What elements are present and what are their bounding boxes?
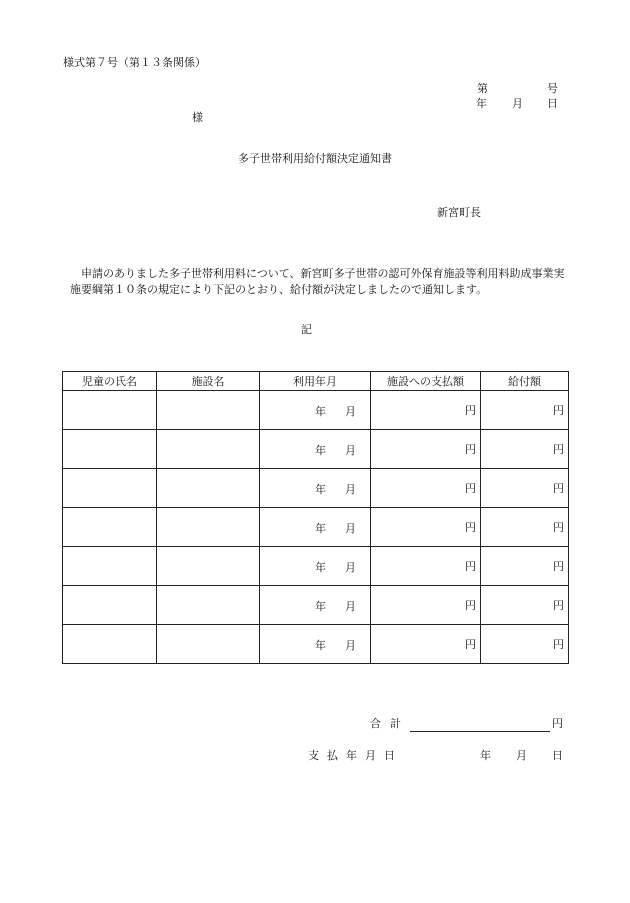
form-number: 様式第７号（第１３条関係） (63, 56, 206, 69)
table-row (63, 391, 569, 430)
benefit-amount-cell (481, 469, 569, 508)
month-unit: 月 (345, 444, 356, 457)
benefit-yen-unit: 円 (553, 638, 564, 651)
recipient-suffix: 様 (192, 111, 203, 124)
payment-yen-unit: 円 (465, 599, 476, 612)
issuer-name: 新宮町長 (437, 206, 481, 219)
facility-name-cell (157, 508, 260, 547)
document-number-label: 第 (477, 82, 488, 95)
benefit-yen-unit: 円 (553, 443, 564, 456)
table-header-row (63, 372, 569, 391)
facility-name-cell (157, 391, 260, 430)
benefit-amount-cell (481, 547, 569, 586)
payment-yen-unit: 円 (465, 482, 476, 495)
month-unit: 月 (345, 483, 356, 496)
payment-day: 日 (552, 749, 563, 762)
year-unit: 年 (315, 561, 326, 574)
issue-date (470, 97, 560, 111)
payment-date-label: 支払年月日 (308, 749, 403, 762)
document-title: 多子世帯利用給付額決定通知書 (238, 152, 392, 165)
month-unit: 月 (345, 600, 356, 613)
issue-date-year: 年 (476, 97, 487, 110)
facility-payment-cell (371, 469, 481, 508)
table-row (63, 547, 569, 586)
year-unit: 年 (315, 639, 326, 652)
table-row (63, 586, 569, 625)
benefit-yen-unit: 円 (553, 482, 564, 495)
year-unit: 年 (315, 405, 326, 418)
header-child-name: 児童の氏名 (63, 372, 157, 391)
body-text: 申請のありました多子世帯利用料について、新宮町多子世帯の認可外保育施設等利用料助成事業実施要綱第１０条の規定により下記のとおり、給付額が決定しましたので通知します。 (70, 267, 565, 296)
usage-month-cell (260, 547, 371, 586)
table-row (63, 625, 569, 664)
benefit-amount-cell (481, 586, 569, 625)
total-amount-line (410, 731, 550, 732)
facility-name-cell (157, 469, 260, 508)
usage-month-cell (260, 430, 371, 469)
payment-yen-unit: 円 (465, 521, 476, 534)
year-unit: 年 (315, 483, 326, 496)
month-unit: 月 (345, 522, 356, 535)
facility-payment-cell (371, 430, 481, 469)
header-usage-month: 利用年月 (260, 372, 371, 391)
payment-year: 年 (480, 749, 491, 762)
usage-month-cell (260, 508, 371, 547)
header-facility-payment: 施設への支払額 (371, 372, 481, 391)
header-benefit-amount: 給付額 (481, 372, 569, 391)
payment-yen-unit: 円 (465, 443, 476, 456)
child-name-cell (63, 430, 157, 469)
child-name-cell (63, 586, 157, 625)
child-name-cell (63, 625, 157, 664)
facility-payment-cell (371, 625, 481, 664)
benefit-amount-cell (481, 391, 569, 430)
ki-heading: 記 (301, 323, 312, 336)
child-name-cell (63, 469, 157, 508)
benefit-table (62, 371, 569, 664)
facility-payment-cell (371, 547, 481, 586)
facility-name-cell (157, 430, 260, 469)
benefit-amount-cell (481, 508, 569, 547)
month-unit: 月 (345, 405, 356, 418)
usage-month-cell (260, 586, 371, 625)
benefit-amount-cell (481, 625, 569, 664)
payment-yen-unit: 円 (465, 404, 476, 417)
facility-name-cell (157, 625, 260, 664)
facility-payment-cell (371, 586, 481, 625)
year-unit: 年 (315, 444, 326, 457)
usage-month-cell (260, 391, 371, 430)
facility-payment-cell (371, 508, 481, 547)
child-name-cell (63, 547, 157, 586)
issue-date-day: 日 (547, 97, 558, 110)
facility-payment-cell (371, 391, 481, 430)
document-number-suffix: 号 (547, 82, 558, 95)
header-facility-name: 施設名 (157, 372, 260, 391)
year-unit: 年 (315, 600, 326, 613)
child-name-cell (63, 508, 157, 547)
table-row (63, 508, 569, 547)
payment-yen-unit: 円 (465, 560, 476, 573)
usage-month-cell (260, 469, 371, 508)
month-unit: 月 (345, 561, 356, 574)
facility-name-cell (157, 547, 260, 586)
issue-date-month: 月 (512, 97, 523, 110)
table-row (63, 469, 569, 508)
benefit-yen-unit: 円 (553, 521, 564, 534)
benefit-yen-unit: 円 (553, 560, 564, 573)
total-label: 合計 (370, 717, 410, 730)
benefit-yen-unit: 円 (553, 404, 564, 417)
total-yen-unit: 円 (552, 717, 563, 730)
child-name-cell (63, 391, 157, 430)
usage-month-cell (260, 625, 371, 664)
facility-name-cell (157, 586, 260, 625)
table-row (63, 430, 569, 469)
benefit-amount-cell (481, 430, 569, 469)
payment-month: 月 (516, 749, 527, 762)
payment-yen-unit: 円 (465, 638, 476, 651)
benefit-yen-unit: 円 (553, 599, 564, 612)
year-unit: 年 (315, 522, 326, 535)
month-unit: 月 (345, 639, 356, 652)
